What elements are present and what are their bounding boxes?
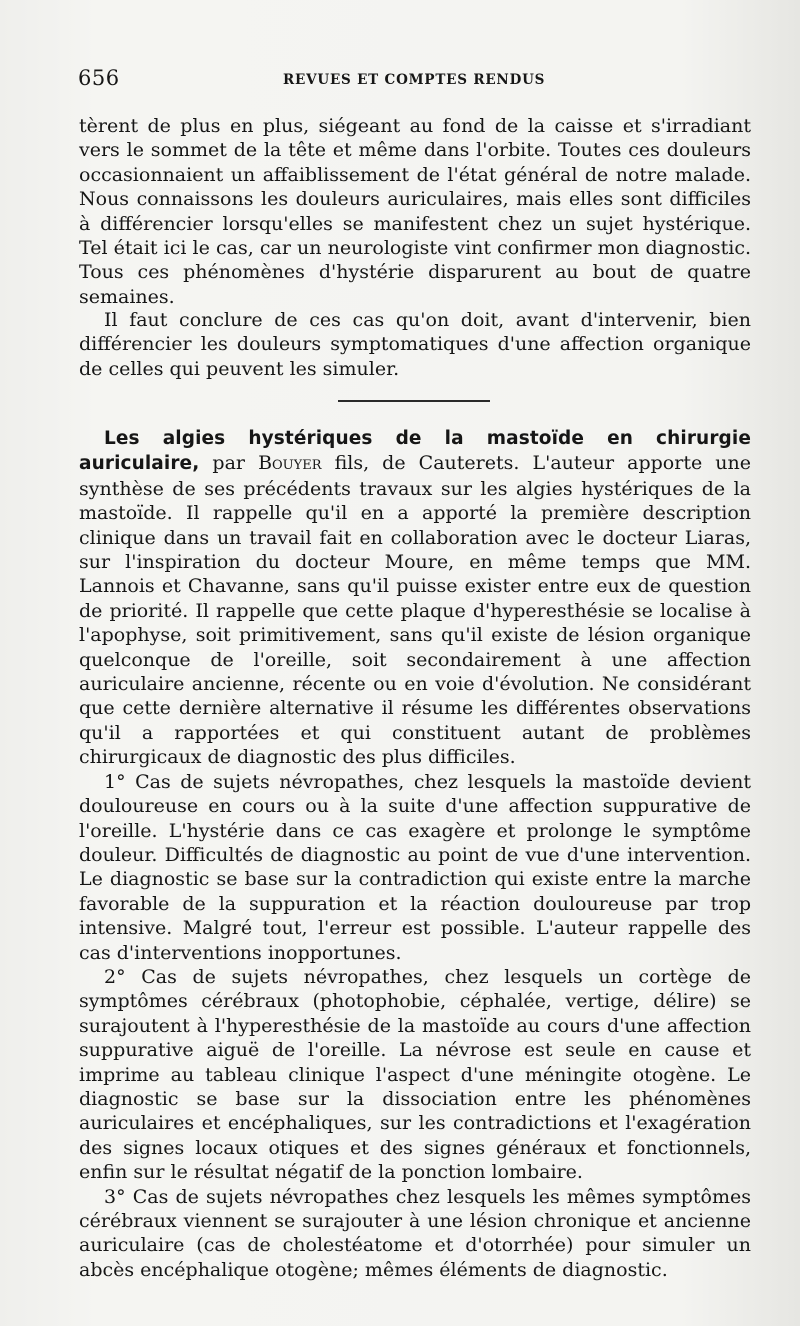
article-title: Les algies hystériques de la mastoïde en chirurgie auriculaire, — [79, 428, 751, 475]
continued-paragraph — [79, 114, 751, 309]
conclusion-paragraph — [79, 308, 751, 381]
page-header — [78, 66, 758, 94]
author-name: Bouyer — [258, 452, 322, 475]
page-number: 656 — [78, 66, 120, 90]
case-text: Cas de sujets névropathes, chez lesquels un cortège de symptômes cérébraux (photophobie, céphalée, vertige, délire) se surajoutent à l'hyperesthésie de la mastoïde au cours d'une affection suppurative aiguë de l'oreille. La névrose est seule en cause et imprime au tableau clinique l'aspect d'une méningite otogène. Le diagnostic se base sur la dissociation entre les phénomènes auriculaires et encéphaliques, sur les contradictions et l'exagération des signes locaux otiques et des signes généraux et fonctionnels, enfin sur le résultat négatif de la ponction lombaire. — [79, 965, 751, 1184]
case-paragraph-1 — [79, 770, 751, 965]
author-affiliation: fils, de Cauterets. — [334, 452, 520, 475]
case-number: 2° — [104, 965, 126, 988]
case-paragraph-2 — [79, 965, 751, 1185]
case-number: 1° — [104, 770, 126, 793]
article-intro-paragraph — [79, 426, 751, 770]
article-intro-text: L'auteur apporte une synthèse de ses précédents travaux sur les algies hystériques de la mastoïde. Il rappelle qu'il en a apporté la première description clinique dans un travail fait en collaboration avec le docteur Liaras, sur l'inspiration du docteur Moure, en même temps que MM. Lannois et Chavanne, sans qu'il puisse exister entre eux de question de priorité. Il rappelle que cette plaque d'hyperesthésie se localise à l'apophyse, soit primitivement, sans qu'il existe de lésion organique quelconque de l'oreille, soit secondairement à une affection auriculaire ancienne, récente ou en voie d'évolution. Ne considérant que cette dernière alternative il résume les différentes observations qu'il a rapportées et qui constituent autant de problèmes chirurgicaux de diagnostic des plus difficiles. — [79, 452, 751, 769]
author-prefix: par — [212, 452, 245, 475]
review-article — [79, 426, 751, 1282]
body-paragraph: tèrent de plus en plus, siégeant au fond de la caisse et s'irradiant vers le sommet de la tête et même dans l'orbite. Toutes ces douleurs occasionnaient un affaiblissement de l'état général de notre malade. Nous connaissons les douleurs auriculaires, mais elles sont difficiles à différencier lorsqu'elles se manifestent chez un sujet hystérique. Tel était ici le cas, car un neurologiste vint confirmer mon diagnostic. Tous ces phénomènes d'hystérie disparurent au bout de quatre semaines. — [79, 115, 751, 308]
case-paragraph-3 — [79, 1185, 751, 1283]
section-divider — [338, 400, 490, 402]
case-text: Cas de sujets névropathes, chez lesquels la mastoïde devient douloureuse en cours ou à la suite d'une affection suppurative de l'oreille. L'hystérie dans ce cas exagère et prolonge le symptôme douleur. Difficultés de diagnostic au point de vue d'une intervention. Le diagnostic se base sur la contradiction qui existe entre la marche favorable de la suppuration et la réaction douloureuse par trop intensive. Malgré tout, l'erreur est possible. L'auteur rappelle des cas d'interventions inopportunes. — [79, 770, 752, 964]
case-text: Cas de sujets névropathes chez lesquels les mêmes symptômes cérébraux viennent se surajouter à une lésion chronique et ancienne auriculaire (cas de cholestéatome et d'otorrhée) pour simuler un abcès encéphalique otogène; mêmes éléments de diagnostic. — [79, 1185, 751, 1281]
case-number: 3° — [104, 1185, 126, 1208]
running-title: REVUES ET COMPTES RENDUS — [283, 72, 546, 88]
body-paragraph: Il faut conclure de ces cas qu'on doit, avant d'intervenir, bien différencier les douleurs symptomatiques d'une affection organique de celles qui peuvent les simuler. — [79, 309, 751, 380]
